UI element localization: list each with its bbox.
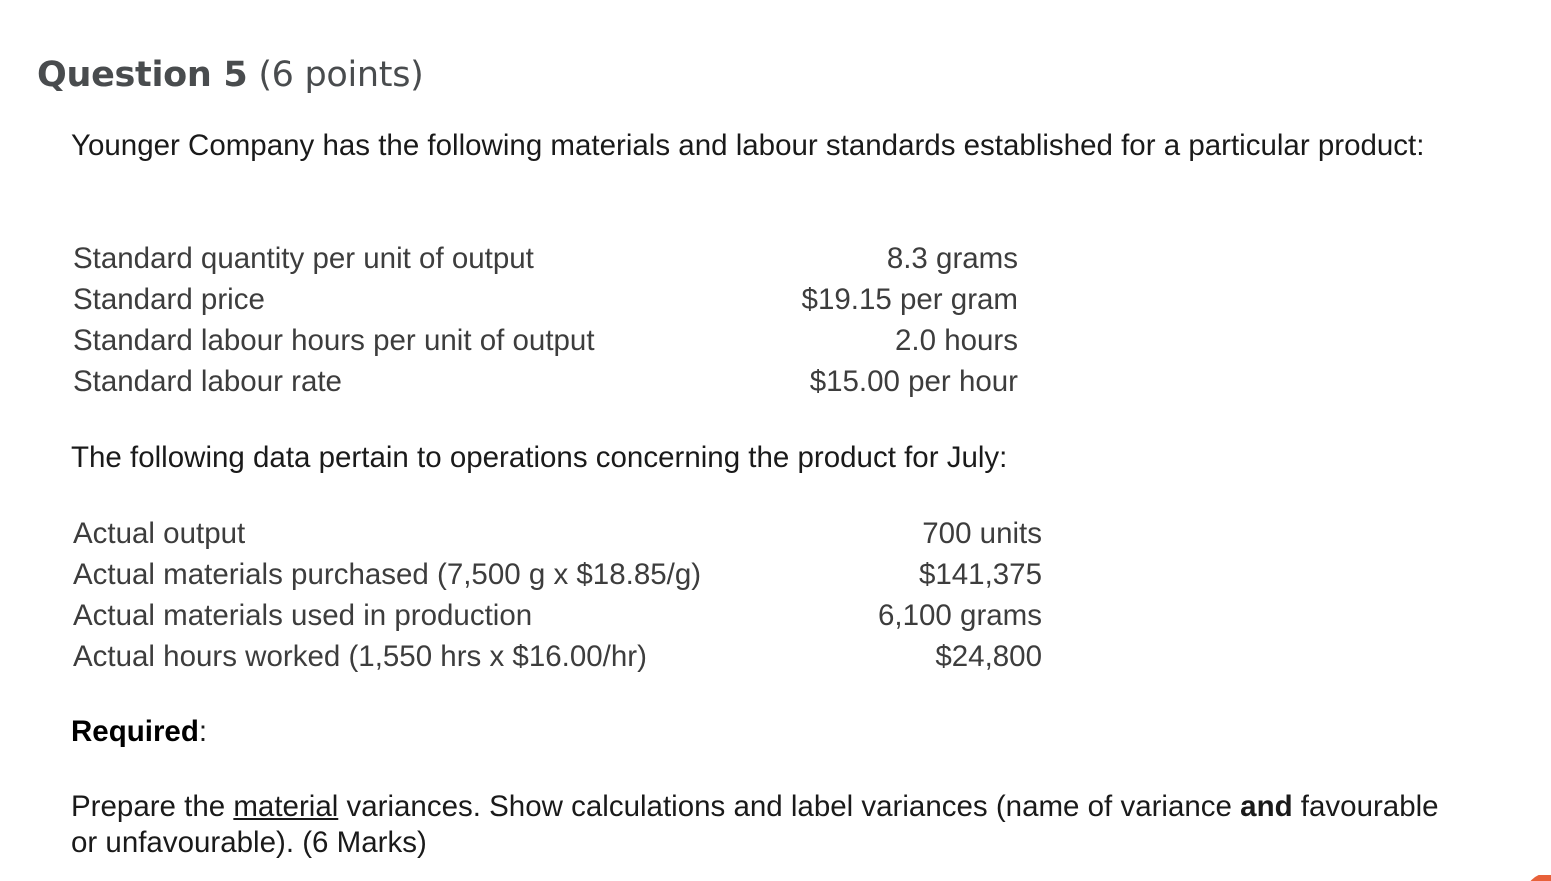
- actuals-value: 700 units: [922, 517, 1042, 550]
- corner-accent-shape: [1525, 875, 1551, 881]
- required-colon: :: [198, 715, 208, 748]
- standards-row: [73, 320, 1033, 361]
- standards-value: $19.15 per gram: [801, 283, 1018, 316]
- question-points: (6 points): [258, 55, 424, 95]
- required-label: Required: [71, 715, 199, 748]
- actuals-label: Actual hours worked (1,550 hrs x $16.00/hr): [73, 640, 647, 673]
- actuals-row: [73, 636, 1053, 677]
- standards-value: 2.0 hours: [895, 324, 1018, 357]
- actuals-row: [73, 513, 1053, 554]
- data-intro-paragraph: The following data pertain to operations concerning the product for July:: [71, 441, 1008, 474]
- task-middle: variances. Show calculations and label variances (name of variance: [338, 790, 1241, 823]
- task-instructions: [71, 789, 1471, 861]
- actuals-value: $24,800: [935, 640, 1042, 673]
- actuals-value: 6,100 grams: [878, 599, 1042, 632]
- standards-table: [73, 238, 1033, 402]
- actuals-label: Actual materials purchased (7,500 g x $18.85/g): [73, 558, 702, 591]
- intro-paragraph: Younger Company has the following materials and labour standards established for a particular product:: [71, 129, 1425, 162]
- question-title: Question 5: [37, 55, 248, 95]
- actuals-label: Actual output: [73, 517, 246, 550]
- standards-label: Standard quantity per unit of output: [73, 242, 534, 275]
- task-suffix: favourable or unfavourable). (6 Marks): [71, 790, 1439, 859]
- standards-row: [73, 361, 1033, 402]
- actuals-table: [73, 513, 1053, 677]
- corner-accent-circle: [1525, 875, 1551, 881]
- actuals-label: Actual materials used in production: [73, 599, 533, 632]
- actuals-row: [73, 554, 1053, 595]
- standards-label: Standard labour rate: [73, 365, 342, 398]
- actuals-row: [73, 595, 1053, 636]
- standards-value: $15.00 per hour: [809, 365, 1018, 398]
- task-bold-word: and: [1240, 790, 1293, 823]
- task-underlined-word: material: [233, 790, 339, 823]
- standards-row: [73, 238, 1033, 279]
- standards-label: Standard labour hours per unit of output: [73, 324, 595, 357]
- task-prefix: Prepare the: [71, 790, 234, 823]
- standards-label: Standard price: [73, 283, 265, 316]
- standards-row: [73, 279, 1033, 320]
- standards-value: 8.3 grams: [886, 242, 1018, 275]
- question-header: [37, 52, 424, 98]
- required-heading: [71, 714, 1471, 750]
- actuals-value: $141,375: [918, 558, 1042, 591]
